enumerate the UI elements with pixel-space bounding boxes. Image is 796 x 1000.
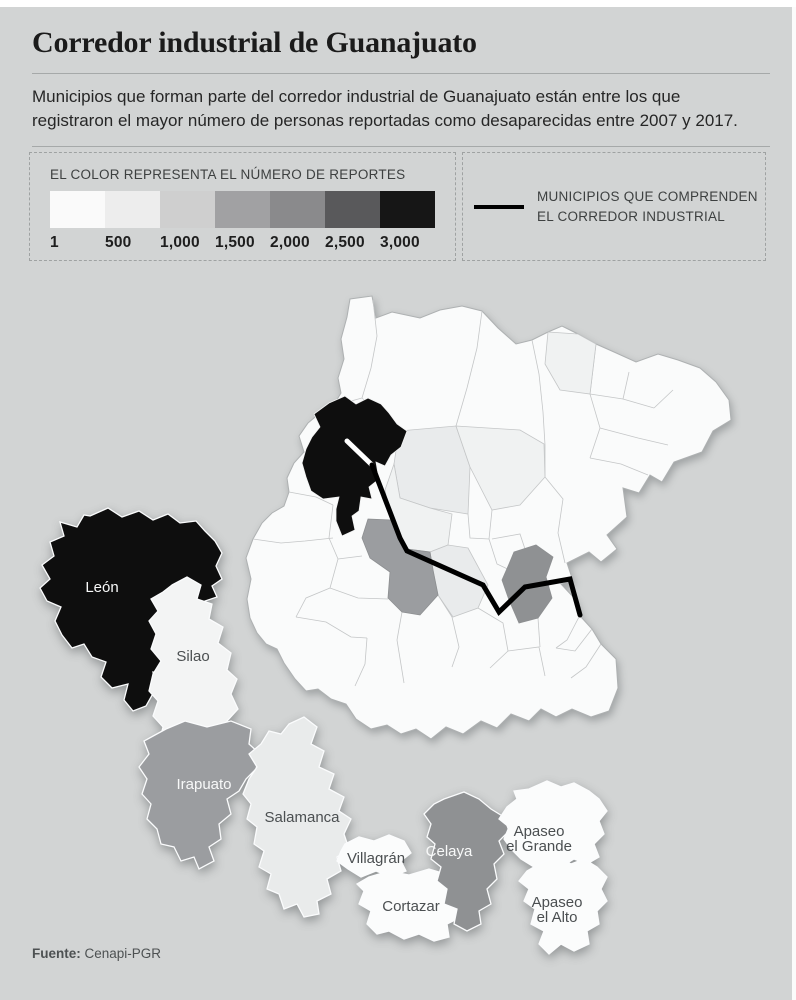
corridor-line-legend-line1: MUNICIPIOS QUE COMPRENDEN [537, 188, 758, 204]
apaseo-el-alto-label: Apaseo [531, 894, 583, 911]
scale-label: 2,500 [325, 234, 365, 251]
scale-label: 1,000 [160, 234, 200, 251]
silao-label: Silao [176, 648, 210, 665]
color-legend-title: EL COLOR REPRESENTA EL NÚMERO DE REPORTES [50, 167, 406, 182]
scale-label: 3,000 [380, 234, 420, 251]
irapuato-label: Irapuato [176, 776, 232, 793]
apaseo-el-grande-label: Apaseo [513, 823, 565, 840]
apaseo-el-grande-label: el Grande [506, 838, 572, 855]
celaya-label: Celaya [425, 843, 473, 860]
leon-label: León [85, 579, 119, 596]
irapuato-shape [139, 721, 260, 869]
source-note [32, 946, 161, 961]
source-label: Fuente: [32, 946, 81, 961]
corridor-line-legend-line2: EL CORREDOR INDUSTRIAL [537, 208, 726, 224]
subtitle: Municipios que forman parte del corredor industrial de Guanajuato están entre los que registraron el mayor número de personas reportadas como desaparecidas entre 2007 y 2017. [32, 87, 738, 131]
source-value: Cenapi-PGR [84, 946, 162, 961]
scale-label: 1 [50, 234, 59, 251]
page-title: Corredor industrial de Guanajuato [32, 26, 477, 59]
cortazar-label: Cortazar [382, 898, 440, 915]
scale-label: 1,500 [215, 234, 255, 251]
apaseo-el-alto-label: el Alto [536, 909, 578, 926]
state-outline [246, 296, 731, 739]
villagran-label: Villagrán [346, 850, 406, 867]
scale-label: 2,000 [270, 234, 310, 251]
state-map [246, 296, 731, 739]
salamanca-label: Salamanca [264, 809, 340, 826]
scale-label: 500 [105, 234, 132, 251]
